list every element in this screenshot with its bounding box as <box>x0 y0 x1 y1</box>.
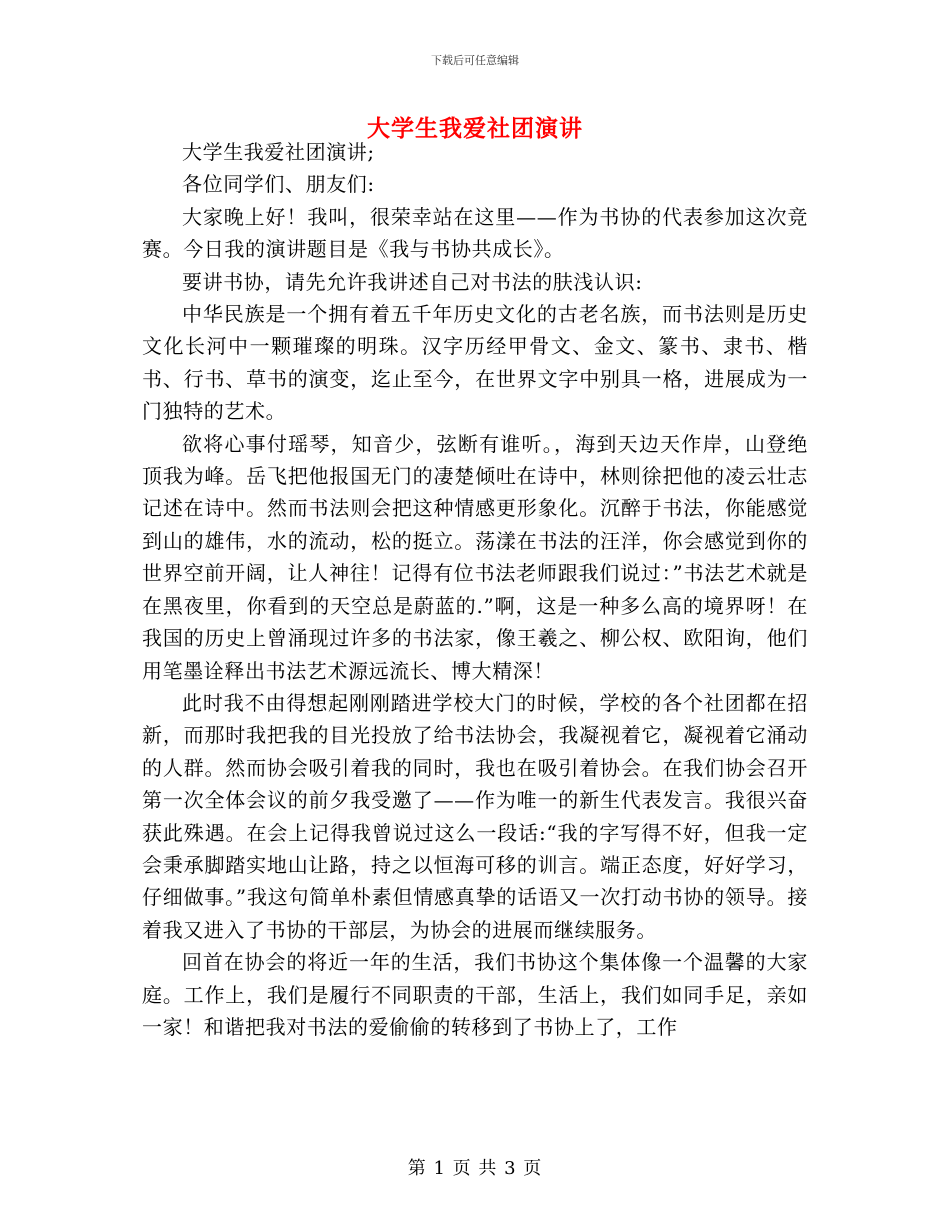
paragraph-title-line: 大学生我爱社团演讲; <box>182 140 375 164</box>
paragraph-poetry: 欲将心事付瑶琴，知音少，弦断有谁听。，海到天边天作岸，山登绝顶我为峰。岳飞把他报国无门的凄楚倾吐在诗中，林则徐把他的凌云壮志记述在诗中。然而书法则会把这种情感更形象化。沉醉于书法，你能感觉到山的雄伟，水的流动，松的挺立。荡漾在书法的汪洋，你会感觉到你的世界空前开阔，让人神往！记得有位书法老师跟我们说过：”书法艺术就是在黑夜里，你看到的天空总是蔚蓝的.”啊，这是一种多么高的境界呀！在我国的历史上曾涌现过许多的书法家，像王羲之、柳公权、欧阳询，他们用笔墨诠释出书法艺术源远流长、博大精深！ <box>142 431 808 683</box>
page-number-footer: 第 1 页 共 3 页 <box>407 1158 543 1179</box>
paragraph-salutation: 各位同学们、朋友们: <box>182 172 375 197</box>
document-body <box>142 136 808 1043</box>
paragraph-joining: 此时我不由得想起刚刚踏进学校大门的时候，学校的各个社团都在招新，而那时我把我的目光投放了给书法协会，我凝视着它，凝视着它涌动的人群。然而协会吸引着我的同时，我也在吸引着协会。在我们协会召开第一次全体会议的前夕我受邀了——作为唯一的新生代表发言。我很兴奋获此殊遇。在会上记得我曾说过这么一段话:“我的字写得不好，但我一定会秉承脚踏实地山让路，持之以恒海可移的训言。端正态度，好好学习，仔细做事。”我这句简单朴素但情感真挚的话语又一次打动书协的领导。接着我又进入了书协的干部层，为协会的进展而继续服务。 <box>142 690 808 942</box>
document-title: 大学生我爱社团演讲 <box>367 115 583 142</box>
paragraph-intro: 要讲书协，请先允许我讲述自己对书法的肤浅认识: <box>182 269 643 294</box>
paragraph-history: 中华民族是一个拥有着五千年历史文化的古老名族，而书法则是历史文化长河中一颗璀璨的明珠。汉字历经甲骨文、金文、篆书、隶书、楷书、行书、草书的演变，迄止至今，在世界文字中别具一格，进展成为一门独特的艺术。 <box>142 302 808 424</box>
paragraph-greeting: 大家晚上好！我叫，很荣幸站在这里——作为书协的代表参加这次竞赛。今日我的演讲题目是《我与书协共成长》。 <box>142 204 808 262</box>
paragraph-reflection: 回首在协会的将近一年的生活，我们书协这个集体像一个温馨的大家庭。工作上，我们是履行不同职责的干部，生活上，我们如同手足，亲如一家！和谐把我对书法的爱偷偷的转移到了书协上了，工作 <box>142 950 808 1039</box>
header-note: 下载后可任意编辑 <box>431 54 519 67</box>
